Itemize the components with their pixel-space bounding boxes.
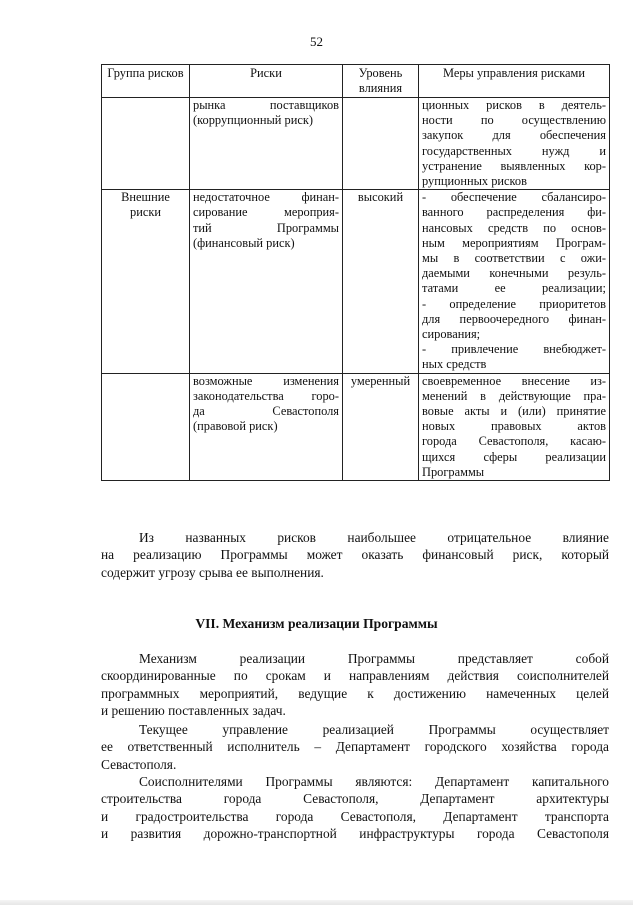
paragraph-mechanism	[101, 650, 609, 720]
measures-line: мы в соответствии с ожи-	[422, 251, 606, 266]
cell-impact-level	[343, 190, 419, 373]
risk-management-table	[101, 64, 610, 481]
text-line: содержит угрозу срыва ее выполнения.	[101, 564, 324, 580]
text-line: программных мероприятий, ведущие к достижению намеченных целей	[101, 685, 609, 701]
text-line: и развития дорожно-транспортной инфраструктуры города Севастополя	[101, 826, 609, 842]
text-line: Из названных рисков наибольшее отрицательное влияние	[139, 530, 609, 545]
risk-group-text: Внешние риски	[121, 190, 170, 220]
paragraph-financial-risk	[101, 529, 609, 581]
text-line: Севастополя.	[101, 756, 177, 772]
text-line: Механизм реализации Программы представляет собой	[139, 651, 609, 666]
risk-line: (правовой риск)	[193, 419, 278, 434]
cell-measures	[419, 373, 610, 480]
risk-line: сирование мероприя-	[193, 205, 339, 220]
header-risk-group: Группа рисков	[102, 65, 190, 98]
measures-line: ванного распределения фи-	[422, 205, 606, 220]
measures-line: устранение выявленных кор-	[422, 158, 606, 173]
risk-line: возможные изменения	[193, 373, 339, 388]
risk-line: (финансовый риск)	[193, 235, 295, 250]
measures-line: закупок для обеспечения	[422, 128, 606, 143]
text-line: скоординированные по срокам и направлениям действия соисполнителей	[101, 668, 609, 684]
table-header-row	[102, 65, 610, 98]
measures-line: менений в действующие пра-	[422, 388, 606, 403]
text-line: и градостроительства города Севастополя, Департамент транспорта	[101, 808, 609, 824]
risk-line: тий Программы	[193, 220, 339, 235]
measures-line: для первоочередного финан-	[422, 311, 606, 326]
cell-measures	[419, 190, 610, 373]
section-heading: VII. Механизм реализации Программы	[195, 616, 438, 631]
cell-impact-level	[343, 98, 419, 190]
measures-line: ным мероприятиям Програм-	[422, 235, 606, 250]
impact-level-text: умеренный	[350, 373, 411, 388]
header-management-measures: Меры управления рисками	[419, 65, 610, 98]
paragraph-current-management	[101, 721, 609, 773]
cell-risk-group	[102, 190, 190, 373]
measures-line: татами ее реализации;	[422, 281, 606, 296]
text-line: и решению поставленных задач.	[101, 703, 286, 719]
measures-line: ности по осуществлению	[422, 113, 606, 128]
measures-line: Программы	[422, 464, 485, 479]
scan-edge	[0, 900, 633, 905]
measures-line: щихся сферы реализации	[422, 449, 606, 464]
text-line: Соисполнителями Программы являются: Департамент капитального	[139, 774, 609, 789]
table-row	[102, 373, 610, 480]
page-number: 52	[310, 34, 323, 49]
measures-line: даемыми конечными резуль-	[422, 266, 606, 281]
text-line: на реализацию Программы может оказать финансовый риск, который	[101, 547, 609, 563]
measures-line: ных средств	[422, 357, 487, 372]
measures-line: - определение приоритетов	[422, 296, 606, 311]
measures-line: вовые акты и (или) принятие	[422, 404, 606, 419]
risk-line: рынка поставщиков	[193, 98, 339, 112]
impact-level-text: высокий	[357, 190, 404, 205]
cell-risk	[190, 190, 343, 373]
paragraph-co-executors	[101, 773, 609, 843]
measures-line: - привлечение внебюджет-	[422, 342, 606, 357]
cell-risk-group	[102, 98, 190, 190]
measures-line: своевременное внесение из-	[422, 373, 606, 388]
header-impact-level: Уровень влияния	[343, 65, 419, 98]
table-row	[102, 98, 610, 190]
measures-line: рупционных рисков	[422, 174, 527, 189]
measures-line: города Севастополя, касаю-	[422, 434, 606, 449]
header-risks: Риски	[190, 65, 343, 98]
measures-line: - обеспечение сбалансиро-	[422, 190, 606, 205]
risk-line: да Севастополя	[193, 404, 339, 419]
text-line: Текущее управление реализацией Программы осуществляет	[139, 722, 609, 737]
cell-risk-group	[102, 373, 190, 480]
text-line: строительства города Севастополя, Департамент архитектуры	[101, 791, 609, 807]
measures-line: нансовых средств по основ-	[422, 220, 606, 235]
measures-line: государственных нужд и	[422, 143, 606, 158]
cell-impact-level	[343, 373, 419, 480]
risk-line: недостаточное финан-	[193, 190, 339, 205]
table-row	[102, 190, 610, 373]
measures-line: ционных рисков в деятель-	[422, 98, 606, 112]
cell-risk	[190, 373, 343, 480]
cell-measures	[419, 98, 610, 190]
measures-line: сирования;	[422, 327, 481, 342]
risk-line: (коррупционный риск)	[193, 113, 314, 128]
text-line: ее ответственный исполнитель – Департамент городского хозяйства города	[101, 739, 609, 755]
risk-line: законодательства горо-	[193, 388, 339, 403]
cell-risk	[190, 98, 343, 190]
measures-line: новых правовых актов	[422, 419, 606, 434]
